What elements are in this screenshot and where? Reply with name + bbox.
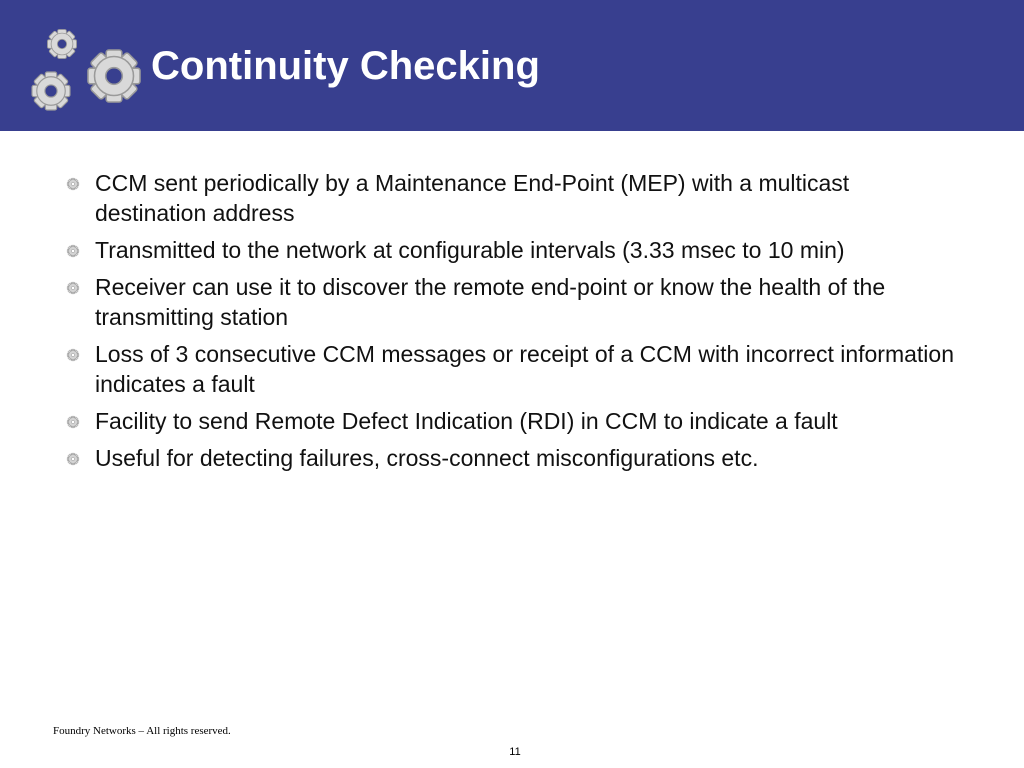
bullet-item [66,235,966,265]
gear-icon [66,177,80,191]
slide-title: Continuity Checking [151,44,540,88]
bullet-item [66,443,966,473]
gears-icon [22,18,150,120]
gear-icon [66,244,80,258]
bullet-item [66,339,966,399]
bullet-text: Loss of 3 consecutive CCM messages or receipt of a CCM with incorrect information indicates a fault [95,341,954,397]
bullet-text: Transmitted to the network at configurable intervals (3.33 msec to 10 min) [95,237,845,263]
bullet-text: CCM sent periodically by a Maintenance End-Point (MEP) with a multicast destination address [95,170,850,226]
footer-copyright: Foundry Networks – All rights reserved. [53,725,231,737]
bullet-item [66,272,966,332]
gear-icon [66,348,80,362]
bullet-text: Useful for detecting failures, cross-connect misconfigurations etc. [95,445,759,471]
page-number: 11 [509,746,521,758]
bullet-text: Receiver can use it to discover the remote end-point or know the health of the transmitting station [95,274,886,330]
gear-icon [66,281,80,295]
bullet-list [66,168,966,480]
gear-icon [66,415,80,429]
gear-icon [66,452,80,466]
bullet-text: Facility to send Remote Defect Indication (RDI) in CCM to indicate a fault [95,408,838,434]
slide-header [0,0,1024,131]
bullet-item [66,406,966,436]
bullet-item [66,168,966,228]
